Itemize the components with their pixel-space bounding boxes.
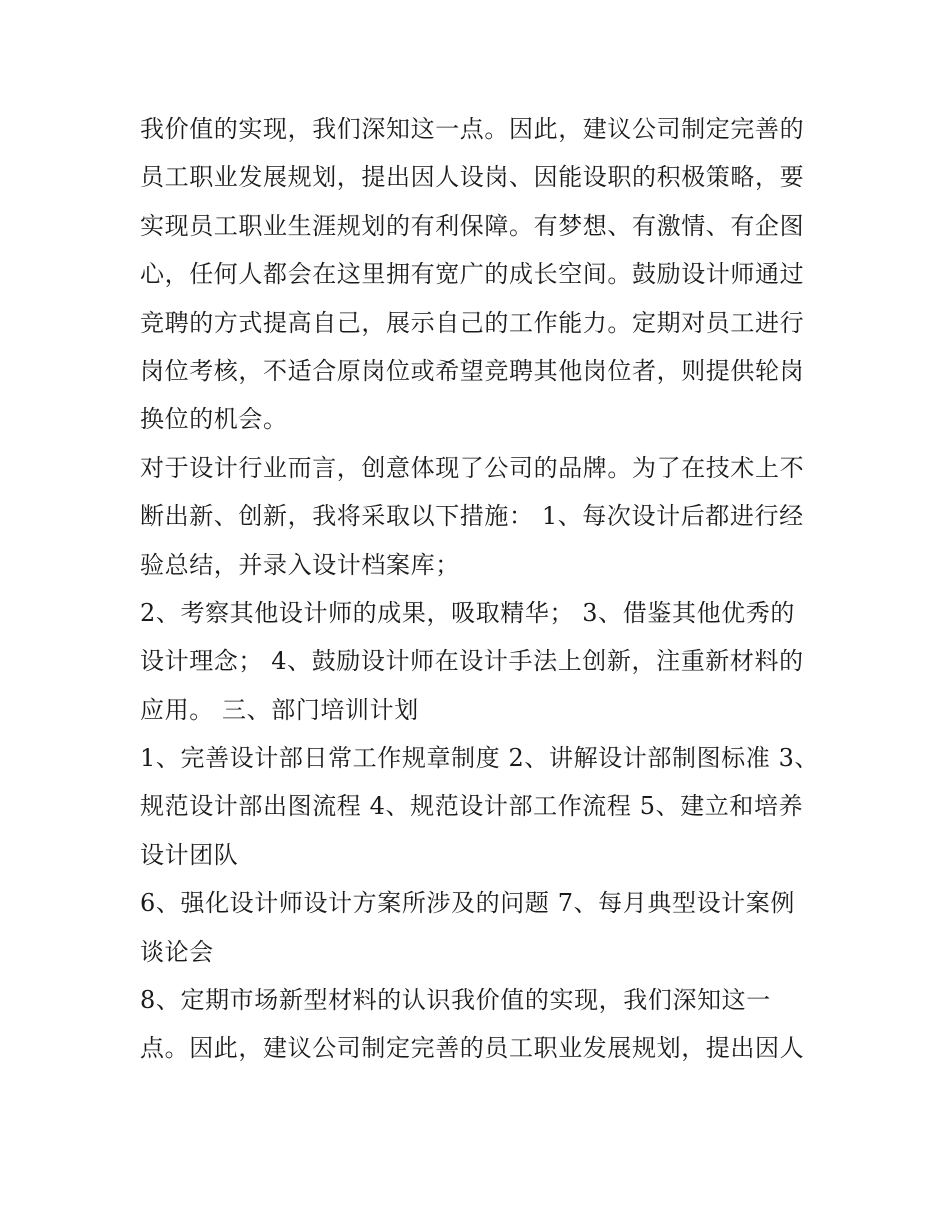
text-line: 竞聘的方式提高自己，展示自己的工作能力。定期对员工进行 [140, 308, 805, 337]
text-line: 点。因此，建议公司制定完善的员工职业发展规划，提出因人 [140, 1034, 805, 1063]
text-line: 心，任何人都会在这里拥有宽广的成长空间。鼓励设计师通过 [140, 260, 805, 289]
text-line: 谈论会 [140, 937, 214, 966]
text-line: 换位的机会。 [140, 405, 288, 434]
text-line: 2、考察其他设计师的成果，吸取精华； 3、借鉴其他优秀的 [140, 598, 795, 627]
text-line: 应用。 三、部门培训计划 [140, 695, 419, 724]
text-line: 1、完善设计部日常工作规章制度 2、讲解设计部制图标准 3、 [140, 744, 820, 773]
text-line: 我价值的实现，我们深知这一点。因此，建议公司制定完善的 [140, 115, 805, 143]
text-line: 岗位考核，不适合原岗位或希望竞聘其他岗位者，则提供轮岗 [140, 356, 805, 385]
text-line: 规范设计部出图流程 4、规范设计部工作流程 5、建立和培养 [140, 792, 804, 821]
text-line: 对于设计行业而言，创意体现了公司的品牌。为了在技术上不 [140, 453, 805, 482]
text-line: 6、强化设计师设计方案所涉及的问题 7、每月典型设计案例 [140, 889, 795, 918]
text-line: 设计团队 [140, 840, 239, 869]
text-line: 断出新、创新，我将采取以下措施： 1、每次设计后都进行经 [140, 502, 804, 531]
text-line: 设计理念； 4、鼓励设计师在设计手法上创新，注重新材料的 [140, 647, 804, 676]
document-body [140, 105, 820, 1073]
text-line: 验总结，并录入设计档案库； [140, 550, 460, 579]
text-line: 实现员工职业生涯规划的有利保障。有梦想、有激情、有企图 [140, 211, 805, 240]
text-line: 8、定期市场新型材料的认识我价值的实现，我们深知这一 [140, 986, 771, 1015]
text-line: 员工职业发展规划，提出因人设岗、因能设职的积极策略，要 [140, 163, 805, 192]
